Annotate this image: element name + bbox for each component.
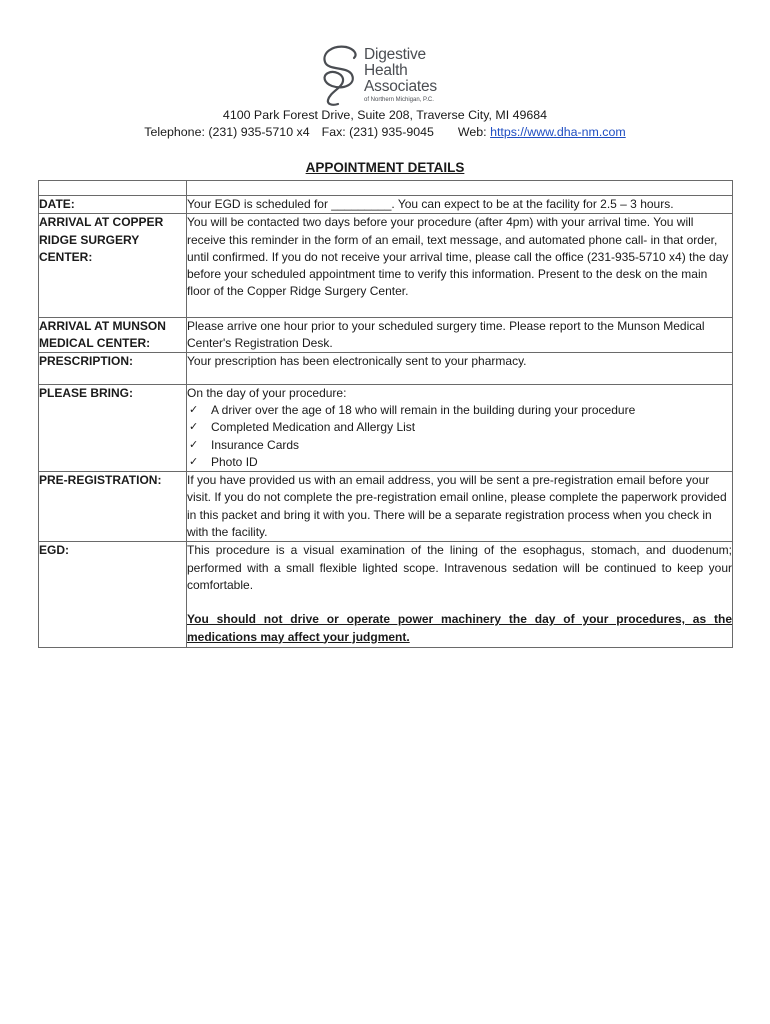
egd-cell — [187, 542, 733, 647]
logo-wordmark — [364, 47, 437, 104]
empty-label-cell — [39, 181, 187, 196]
contact-line — [0, 125, 770, 139]
please-bring-label: PLEASE BRING: — [39, 384, 187, 471]
table-row — [39, 384, 733, 471]
logo-subtitle: of Northern Michigan, P.C. — [364, 97, 434, 103]
checkmark-icon: ✓ — [189, 421, 199, 434]
pre-registration-label: PRE-REGISTRATION: — [39, 472, 187, 542]
logo-line-2: Health — [364, 62, 408, 79]
checkmark-icon: ✓ — [189, 403, 199, 416]
copper-ridge-text: You will be contacted two days before your procedure (after 4pm) with your arrival time. You will receive this reminder in the form of an email, text message, and automated phone call- in that order, until confirmed. If you do not receive your arrival time, please call the office (231-935-5710 x4) the day before your scheduled appointment time to verify this information. Present to the desk on the main floor of the Copper Ridge Surgery Center. — [187, 214, 733, 317]
appointment-details-table — [38, 180, 733, 648]
logo-mark-icon — [318, 44, 364, 108]
egd-warning: You should not drive or operate power machinery the day of your procedures, as the medications may affect your judgment. — [187, 612, 732, 644]
egd-description: This procedure is a visual examination of the lining of the esophagus, stomach, and duodenum; performed with a small flexible lighted scope. Intravenous sedation will be continued to keep your comfortable. — [187, 543, 732, 592]
munson-text: Please arrive one hour prior to your scheduled surgery time. Please report to the Munson Medical Center's Registration Desk. — [187, 317, 733, 353]
table-row — [39, 196, 733, 214]
table-row — [39, 542, 733, 647]
bring-item-text: A driver over the age of 18 who will remain in the building during your procedure — [211, 402, 636, 417]
logo-line-1: Digestive — [364, 46, 426, 63]
checkmark-icon: ✓ — [189, 455, 199, 468]
logo-line-3: Associates — [364, 78, 437, 95]
checkmark-icon: ✓ — [189, 438, 199, 451]
pre-registration-text: If you have provided us with an email address, you will be sent a pre-registration email before your visit. If you do not complete the pre-registration email online, please complete the paperwork provided in this packet and bring it with you. There will be a separate registration process when you check in with the facility. — [187, 472, 733, 542]
egd-label: EGD: — [39, 542, 187, 647]
bring-item-text: Insurance Cards — [211, 437, 300, 452]
table-row — [39, 353, 733, 384]
prescription-text: Your prescription has been electronically sent to your pharmacy. — [187, 353, 733, 384]
empty-value-cell — [187, 181, 733, 196]
bring-list — [187, 402, 732, 471]
bring-item-text: Photo ID — [211, 454, 258, 469]
date-text: Your EGD is scheduled for _________. You can expect to be at the facility for 2.5 – 3 hours. — [187, 196, 733, 214]
list-item — [187, 402, 732, 419]
document-title: APPOINTMENT DETAILS — [305, 160, 465, 175]
logo — [318, 44, 478, 108]
table-header-row — [39, 181, 733, 196]
address-line: 4100 Park Forest Drive, Suite 208, Traverse City, MI 49684 — [222, 108, 548, 122]
list-item — [187, 419, 732, 436]
date-label: DATE: — [39, 196, 187, 214]
bring-item-text: Completed Medication and Allergy List — [211, 420, 416, 435]
web-label: Web: — [457, 125, 487, 139]
copper-ridge-label: ARRIVAL AT COPPER RIDGE SURGERY CENTER: — [39, 214, 187, 317]
website-link[interactable]: https://www.dha-nm.com — [490, 125, 626, 139]
please-bring-intro: On the day of your procedure: — [187, 385, 347, 400]
please-bring-cell — [187, 384, 733, 471]
fax-text: Fax: (231) 935-9045 — [321, 125, 434, 139]
table-row — [39, 317, 733, 353]
list-item — [187, 437, 732, 454]
table-row — [39, 472, 733, 542]
telephone-text: Telephone: (231) 935-5710 x4 — [144, 125, 310, 139]
list-item — [187, 454, 732, 471]
prescription-label: PRESCRIPTION: — [39, 353, 187, 384]
munson-label: ARRIVAL AT MUNSON MEDICAL CENTER: — [39, 317, 187, 353]
table-row — [39, 214, 733, 317]
